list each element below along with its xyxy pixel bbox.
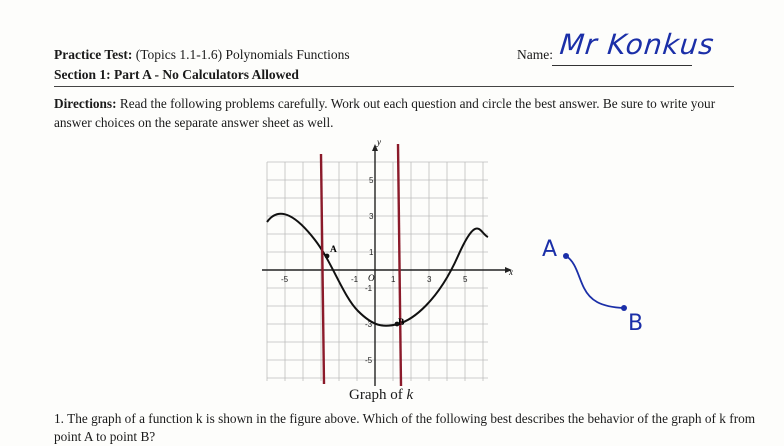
directions-text: Read the following problems carefully. Work out each question and circle the best answer. Be sure to write your answer choices on the separate answer sheet as well. [54,96,716,130]
annotation-path [566,256,624,308]
section-rule [54,86,734,87]
section-heading: Section 1: Part A - No Calculators Allowed [54,67,299,82]
graph-caption-prefix: Graph of [349,387,403,403]
test-title-bold: Practice Test: [54,47,133,62]
question-text: The graph of a function k is shown in the figure above. Which of the following best describes the behavior of the graph of k from point A to point B? [54,411,756,444]
test-title-rest: (Topics 1.1-1.6) Polynomials Functions [132,47,350,62]
y-tick-label: -5 [365,356,373,365]
annotation-b-label: B [628,311,644,332]
point-a-label: A [330,245,337,255]
handwritten-annotation [538,232,658,332]
marker-line-left [321,154,324,384]
x-tick-label: 3 [427,275,432,284]
y-tick-label: -3 [365,320,373,329]
annotation-b-dot [621,305,627,311]
y-tick-label: 3 [369,212,374,221]
name-label: Name: [517,47,553,62]
x-axis-label: x [509,267,513,277]
name-underline [552,65,692,66]
graph-caption [349,387,413,404]
directions-label: Directions: [54,96,117,111]
annotation-a-label: A [542,237,558,262]
x-tick-label: -5 [281,275,289,284]
directions-paragraph [54,94,754,132]
point-b-label: B [398,318,405,328]
handwritten-name: Mr Konkus [558,28,717,61]
x-tick-label: 5 [463,275,468,284]
x-tick-label: -1 [351,275,359,284]
y-tick-label: 1 [369,248,374,257]
graph-caption-var: k [406,387,414,403]
function-graph [258,136,520,388]
y-tick-label: 5 [369,176,374,185]
y-axis-label: y [377,137,381,147]
question-number: 1. [54,411,64,426]
x-tick-label: 1 [391,275,396,284]
graph-grid [267,162,488,381]
point-a [325,254,330,259]
y-tick-label: -1 [365,284,373,293]
origin-label: O [368,273,375,283]
test-title [54,47,350,63]
